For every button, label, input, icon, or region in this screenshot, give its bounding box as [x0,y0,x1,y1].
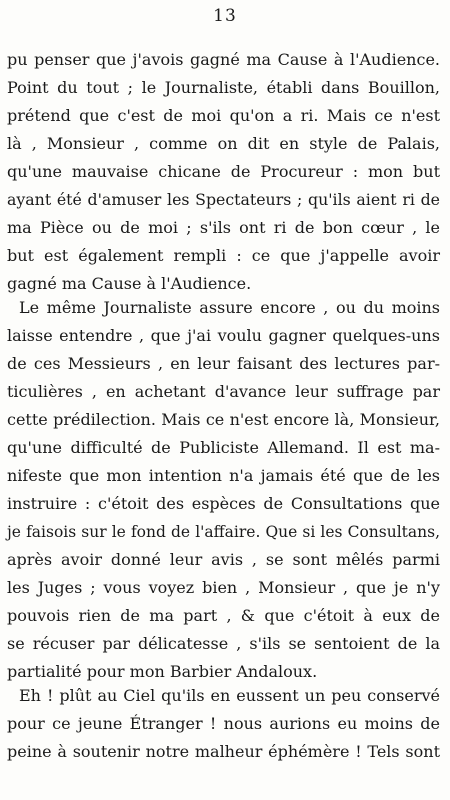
text-line: ayant été d'amuser les Spectateurs ; qu'ils aient ri de [7,190,440,209]
text-line: gagné ma Cause à l'Audience. [7,274,252,293]
text-line: prétend que c'est de moi qu'on a ri. Mais ce n'est [7,106,440,125]
text-line: qu'une difficulté de Publiciste Allemand. Il est ma- [7,438,440,457]
text-line: pu penser que j'avois gagné ma Cause à l'Audience. [7,50,440,69]
text-line: Le même Journaliste assure encore , ou du moins [19,298,440,317]
text-line: qu'une mauvaise chicane de Procureur : mon but [7,162,440,181]
text-line: de ces Messieurs , en leur faisant des lectures par- [7,354,440,373]
text-line: cette prédilection. Mais ce n'est encore là, Monsieur, [7,410,440,429]
text-line: Point du tout ; le Journaliste, établi dans Bouillon, [7,78,440,97]
text-line: les Juges ; vous voyez bien , Monsieur , que je n'y [7,578,440,597]
text-line: là , Monsieur , comme on dit en style de Palais, [7,134,440,153]
text-line: Eh ! plût au Ciel qu'ils en eussent un peu conservé [19,686,440,705]
text-line: laisse entendre , que j'ai voulu gagner quelques-uns [7,326,440,345]
text-line: partialité pour mon Barbier Andaloux. [7,662,318,681]
text-line: peine à soutenir notre malheur éphémère ! Tels sont [7,742,440,761]
page-number: 13 [213,6,237,26]
text-line: se récuser par délicatesse , s'ils se sentoient de la [7,634,440,653]
text-line: après avoir donné leur avis , se sont mêlés parmi [7,550,440,569]
text-line: je faisois sur le fond de l'affaire. Que si les Consultans, [7,523,440,541]
text-line: instruire : c'étoit des espèces de Consultations que [7,494,440,513]
text-line: but est également rempli : ce que j'appelle avoir [7,246,440,265]
text-line: ma Pièce ou de moi ; s'ils ont ri de bon cœur , le [7,218,440,237]
text-line: pouvois rien de ma part , & que c'étoit à eux de [7,606,440,625]
text-line: ticulières , en achetant d'avance leur suffrage par [7,382,440,401]
text-line: pour ce jeune Étranger ! nous aurions eu moins de [7,714,440,733]
text-line: nifeste que mon intention n'a jamais été que de les [7,466,440,485]
